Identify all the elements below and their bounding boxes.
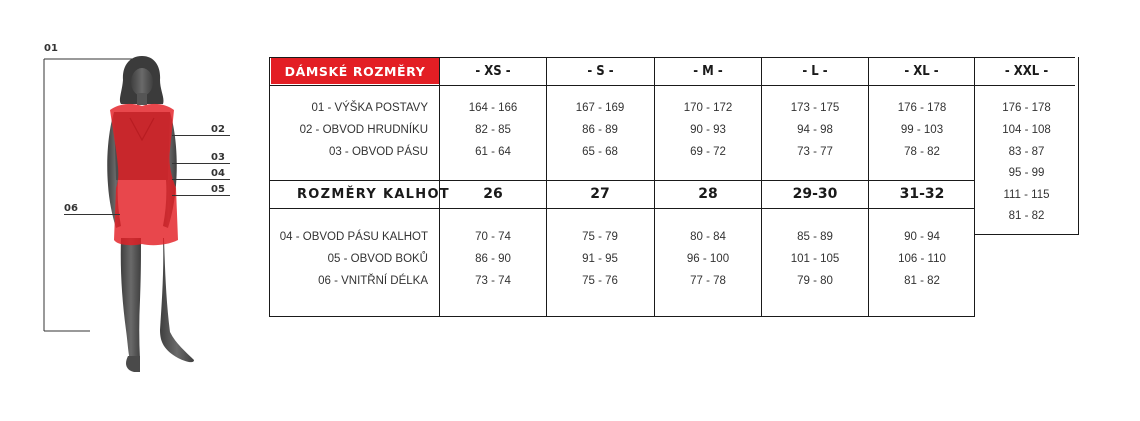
row-label-inseam: 06 - VNITŘNÍ DÉLKA	[318, 275, 428, 287]
table-cell: 82 - 85	[475, 124, 511, 136]
size-header-m: - M -	[693, 64, 723, 79]
marker-02: 02	[211, 124, 225, 135]
row-label-chest: 02 - OBVOD HRUDNÍKU	[299, 124, 428, 136]
row-label-pants-waist: 04 - OBVOD PÁSU KALHOT	[279, 231, 428, 243]
marker-06: 06	[64, 203, 78, 214]
table-cell: 86 - 90	[475, 253, 511, 265]
table-cell: 81 - 82	[904, 275, 940, 287]
size-header-xs: - XS -	[475, 64, 511, 79]
table-border	[1078, 57, 1079, 235]
table-border	[974, 234, 1079, 235]
table-cell: 173 - 175	[790, 102, 840, 114]
table-cell: 96 - 100	[686, 253, 730, 265]
table-cell: 90 - 93	[690, 124, 726, 136]
size-header-l: - L -	[802, 64, 828, 79]
marker-02-line	[172, 135, 230, 136]
table-cell: 164 - 166	[468, 102, 518, 114]
table-cell: 69 - 72	[690, 146, 726, 158]
table-cell: 85 - 89	[797, 231, 833, 243]
pants-size: 31-32	[899, 186, 945, 202]
table-cell: 61 - 64	[475, 146, 511, 158]
size-header-s: - S -	[587, 64, 614, 79]
xxl-cell: 111 - 115	[1003, 189, 1050, 201]
xxl-cell: 83 - 87	[1008, 146, 1045, 158]
body-figure	[0, 0, 240, 421]
marker-06-line	[64, 214, 120, 215]
marker-05: 05	[211, 184, 225, 195]
table-cell: 170 - 172	[683, 102, 733, 114]
table-cell: 70 - 74	[475, 231, 511, 243]
table-cell: 176 - 178	[897, 102, 947, 114]
table-cell: 167 - 169	[575, 102, 625, 114]
table-title: DÁMSKÉ ROZMĚRY	[271, 58, 439, 84]
xxl-cell: 81 - 82	[1008, 210, 1045, 222]
table-cell: 65 - 68	[582, 146, 618, 158]
xxl-cell: 104 - 108	[1002, 124, 1051, 136]
table-cell: 75 - 79	[582, 231, 618, 243]
row-label-hips: 05 - OBVOD BOKŮ	[327, 253, 428, 265]
table-border	[269, 85, 1075, 86]
pants-size: 26	[483, 186, 503, 202]
table-cell: 101 - 105	[790, 253, 840, 265]
marker-03: 03	[211, 152, 225, 163]
table-cell: 94 - 98	[797, 124, 833, 136]
xxl-cell: 95 - 99	[1008, 167, 1045, 179]
marker-04: 04	[211, 168, 225, 179]
pants-size: 29-30	[792, 186, 838, 202]
table-cell: 99 - 103	[900, 124, 944, 136]
marker-04-line	[172, 179, 230, 180]
pants-size: 27	[590, 186, 610, 202]
row-label-waist: 03 - OBVOD PÁSU	[328, 146, 428, 158]
table-cell: 106 - 110	[898, 253, 946, 265]
table-cell: 73 - 74	[475, 275, 511, 287]
table-cell: 90 - 94	[904, 231, 940, 243]
row-label-height: 01 - VÝŠKA POSTAVY	[311, 102, 428, 114]
table-cell: 86 - 89	[582, 124, 618, 136]
marker-01: 01	[44, 43, 58, 54]
table-cell: 77 - 78	[690, 275, 726, 287]
marker-05-line	[172, 195, 230, 196]
pants-section-header: ROZMĚRY KALHOT	[297, 187, 450, 202]
xxl-cell: 176 - 178	[1002, 102, 1051, 114]
table-cell: 75 - 76	[582, 275, 618, 287]
table-cell: 80 - 84	[690, 231, 726, 243]
marker-03-line	[172, 163, 230, 164]
table-cell: 73 - 77	[797, 146, 833, 158]
mannequin-illustration	[0, 0, 240, 421]
table-cell: 78 - 82	[904, 146, 940, 158]
table-cell: 91 - 95	[582, 253, 618, 265]
size-header-xl: - XL -	[904, 64, 939, 79]
pants-size: 28	[698, 186, 718, 202]
size-header-xxl: - XXL -	[1004, 64, 1049, 79]
table-cell: 79 - 80	[797, 275, 833, 287]
